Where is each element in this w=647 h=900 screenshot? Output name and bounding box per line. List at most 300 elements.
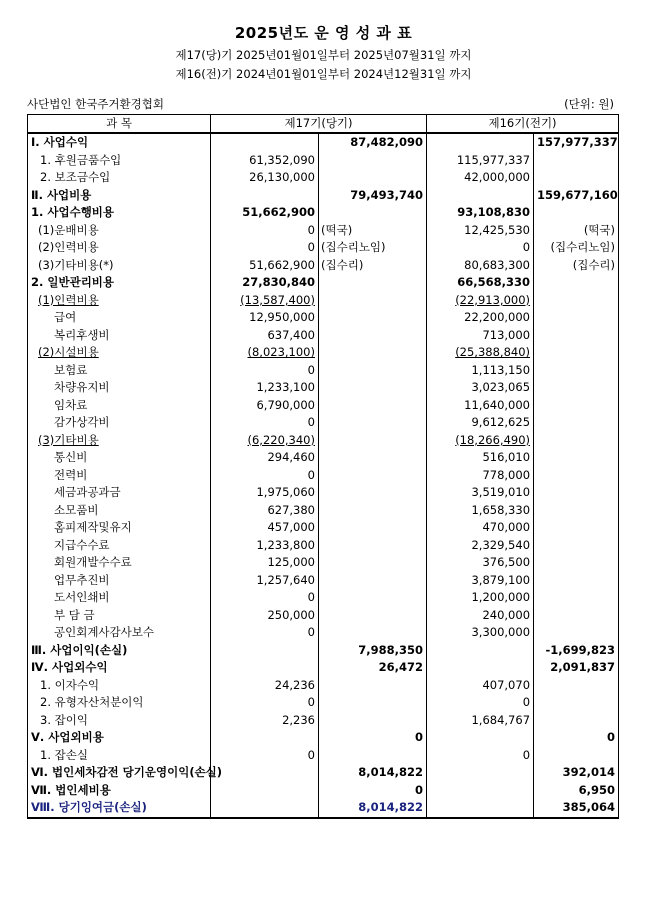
table-row — [28, 449, 619, 467]
table-row — [28, 502, 619, 520]
current-total-amount: 7,988,350 — [319, 642, 427, 660]
current-total-amount — [319, 572, 427, 590]
current-sub-amount — [211, 554, 319, 572]
current-total-amount — [319, 624, 427, 642]
prior-sub-amount — [427, 589, 534, 607]
prior-sub-amount — [427, 624, 534, 642]
table-row — [28, 554, 619, 572]
prior-total-amount: 392,014 — [534, 764, 619, 782]
table-row — [28, 782, 619, 800]
organization-name: 사단법인 한국주거환경협회 — [27, 97, 164, 111]
current-sub-amount — [211, 397, 319, 415]
row-label-text: Ⅷ. 당기잉여금(손실) — [31, 800, 147, 815]
table-row — [28, 152, 619, 170]
row-label-text: 공인회계사감사보수 — [54, 625, 154, 640]
prior-sub-amount — [427, 344, 534, 362]
row-label — [28, 554, 211, 572]
prior-total-amount: 157,977,337 — [534, 133, 619, 152]
row-label — [28, 782, 211, 800]
row-label-text: 부 담 금 — [54, 607, 95, 622]
prior-sub-amount — [427, 309, 534, 327]
row-label — [28, 659, 211, 677]
table-row — [28, 292, 619, 310]
current-total-amount — [319, 712, 427, 730]
current-total-amount — [319, 292, 427, 310]
row-label-text: 업무추진비 — [54, 572, 110, 587]
row-label — [28, 432, 211, 450]
current-total-amount: 8,014,822 — [319, 764, 427, 782]
current-sub-amount — [211, 362, 319, 380]
current-total-amount — [319, 274, 427, 292]
current-total-amount: 8,014,822 — [319, 799, 427, 818]
table-row — [28, 607, 619, 625]
table-row — [28, 729, 619, 747]
current-sub-amount — [211, 204, 319, 222]
prior-total-amount — [534, 712, 619, 730]
current-sub-amount — [211, 152, 319, 170]
current-total-amount — [319, 502, 427, 520]
current-total-amount — [319, 484, 427, 502]
table-row — [28, 799, 619, 818]
current-total-amount — [319, 677, 427, 695]
current-sub-amount — [211, 694, 319, 712]
prior-total-amount — [534, 379, 619, 397]
current-total-amount: 26,472 — [319, 659, 427, 677]
table-row — [28, 432, 619, 450]
row-label — [28, 309, 211, 327]
table-row — [28, 239, 619, 257]
table-row — [28, 362, 619, 380]
prior-sub-amount — [427, 292, 534, 310]
row-label — [28, 169, 211, 187]
row-label — [28, 467, 211, 485]
current-sub-amount-value: 26,130,000 — [249, 170, 315, 185]
column-header-prior: 제16기(전기) — [427, 115, 619, 134]
prior-note: (떡국) — [534, 222, 619, 240]
prior-sub-amount — [427, 169, 534, 187]
current-sub-amount — [211, 764, 319, 782]
prior-total-amount: 159,677,160 — [534, 187, 619, 205]
current-sub-amount-value: 0 — [307, 590, 315, 605]
prior-total-amount — [534, 292, 619, 310]
prior-sub-amount — [427, 274, 534, 292]
period-prior: 제16(전)기 2024년01월01일부터 2024년12월31일 까지 — [175, 67, 472, 81]
current-sub-amount — [211, 327, 319, 345]
row-label — [28, 187, 211, 205]
row-label-text: 1. 사업수행비용 — [31, 205, 115, 220]
prior-sub-amount — [427, 537, 534, 555]
row-label — [28, 747, 211, 765]
prior-sub-amount — [427, 133, 534, 152]
prior-sub-amount — [427, 362, 534, 380]
row-label-text: 3. 잡이익 — [40, 712, 88, 727]
current-total-amount — [319, 694, 427, 712]
table-row — [28, 274, 619, 292]
prior-sub-amount — [427, 467, 534, 485]
prior-total-amount — [534, 572, 619, 590]
prior-total-amount — [534, 432, 619, 450]
row-label — [28, 729, 211, 747]
prior-sub-amount-value: 713,000 — [482, 327, 531, 342]
prior-total-amount — [534, 624, 619, 642]
current-sub-amount-value: 0 — [307, 222, 315, 237]
table-row — [28, 694, 619, 712]
current-sub-amount-value: 0 — [307, 747, 315, 762]
currency-unit: (단위: 원) — [564, 97, 614, 111]
table-row — [28, 537, 619, 555]
prior-sub-amount — [427, 659, 534, 677]
current-total-amount — [319, 589, 427, 607]
row-label-text: 2. 일반관리비용 — [31, 275, 115, 290]
current-sub-amount — [211, 537, 319, 555]
current-total-amount — [319, 344, 427, 362]
prior-sub-amount-value: 1,113,150 — [471, 362, 531, 377]
table-row — [28, 572, 619, 590]
prior-total-amount — [534, 204, 619, 222]
prior-sub-amount-value: 1,658,330 — [471, 502, 531, 517]
prior-total-amount: 2,091,837 — [534, 659, 619, 677]
current-sub-amount-value: 51,662,900 — [242, 205, 315, 220]
row-label-text: (3)기타비용(*) — [38, 257, 114, 272]
prior-sub-amount-value: 11,640,000 — [464, 397, 531, 412]
row-label — [28, 607, 211, 625]
row-label — [28, 222, 211, 240]
current-sub-amount-value: 0 — [307, 240, 315, 255]
current-total-amount — [319, 747, 427, 765]
prior-sub-amount-value: 12,425,530 — [464, 222, 531, 237]
current-sub-amount — [211, 344, 319, 362]
column-header-item: 과 목 — [28, 115, 211, 134]
current-total-amount: 79,493,740 — [319, 187, 427, 205]
row-label — [28, 362, 211, 380]
operating-results-table — [27, 114, 619, 819]
row-label — [28, 624, 211, 642]
table-row — [28, 624, 619, 642]
prior-sub-amount — [427, 484, 534, 502]
current-sub-amount-value: 125,000 — [267, 555, 315, 570]
current-sub-amount — [211, 239, 319, 257]
current-sub-amount — [211, 292, 319, 310]
prior-sub-amount — [427, 187, 534, 205]
table-row — [28, 484, 619, 502]
row-label-text: (1)운배비용 — [38, 222, 99, 237]
table-row — [28, 169, 619, 187]
table-row — [28, 204, 619, 222]
row-label-text: 홈피제작및유지 — [54, 520, 132, 535]
prior-sub-amount-value: (22,913,000) — [455, 292, 531, 307]
row-label-text: 급여 — [54, 310, 77, 325]
row-label — [28, 484, 211, 502]
table-row — [28, 133, 619, 152]
prior-sub-amount — [427, 642, 534, 660]
prior-total-amount — [534, 274, 619, 292]
row-label — [28, 379, 211, 397]
prior-sub-amount — [427, 239, 534, 257]
table-row — [28, 414, 619, 432]
current-total-amount — [319, 379, 427, 397]
current-note: (집수리노임) — [319, 239, 427, 257]
prior-total-amount — [534, 397, 619, 415]
current-sub-amount — [211, 642, 319, 660]
current-total-amount — [319, 362, 427, 380]
current-sub-amount — [211, 589, 319, 607]
current-sub-amount — [211, 274, 319, 292]
current-total-amount — [319, 537, 427, 555]
row-label — [28, 274, 211, 292]
table-row — [28, 642, 619, 660]
prior-total-amount: -1,699,823 — [534, 642, 619, 660]
row-label — [28, 764, 223, 782]
current-total-amount — [319, 467, 427, 485]
prior-sub-amount-value: 240,000 — [482, 607, 531, 622]
current-sub-amount — [211, 467, 319, 485]
row-label-text: 1. 후원금품수입 — [40, 152, 122, 167]
table-row — [28, 519, 619, 537]
current-sub-amount — [211, 799, 319, 818]
prior-sub-amount-value: 2,329,540 — [471, 537, 531, 552]
table-row — [28, 379, 619, 397]
prior-sub-amount-value: 376,500 — [482, 555, 531, 570]
current-sub-amount-value: 627,380 — [267, 502, 315, 517]
prior-sub-amount-value: 1,684,767 — [471, 712, 531, 727]
prior-sub-amount — [427, 379, 534, 397]
current-total-amount — [319, 554, 427, 572]
row-label — [28, 449, 211, 467]
table-row — [28, 309, 619, 327]
row-label — [28, 257, 211, 275]
prior-total-amount — [534, 502, 619, 520]
current-sub-amount-value: 637,400 — [267, 327, 315, 342]
current-sub-amount — [211, 449, 319, 467]
current-total-amount — [319, 204, 427, 222]
row-label — [28, 642, 211, 660]
row-label-text: Ⅵ. 법인세차감전 당기운영이익(손실) — [31, 765, 223, 780]
prior-sub-amount — [427, 572, 534, 590]
prior-sub-amount-value: 9,612,625 — [471, 415, 531, 430]
table-row — [28, 222, 619, 240]
prior-total-amount — [534, 484, 619, 502]
column-header-current: 제17기(당기) — [211, 115, 427, 134]
prior-total-amount — [534, 589, 619, 607]
current-sub-amount — [211, 519, 319, 537]
current-sub-amount — [211, 624, 319, 642]
row-label-text: Ⅱ. 사업비용 — [31, 187, 92, 202]
prior-sub-amount-value: 3,519,010 — [471, 485, 531, 500]
current-sub-amount — [211, 414, 319, 432]
current-sub-amount — [211, 133, 319, 152]
current-sub-amount — [211, 187, 319, 205]
current-sub-amount — [211, 484, 319, 502]
table-row — [28, 589, 619, 607]
current-sub-amount — [211, 747, 319, 765]
prior-sub-amount-value: 3,300,000 — [471, 625, 531, 640]
table-header-row — [28, 115, 619, 134]
current-sub-amount-value: 294,460 — [267, 450, 315, 465]
row-label — [28, 799, 211, 818]
prior-note: (집수리노임) — [534, 239, 619, 257]
row-label — [28, 397, 211, 415]
prior-sub-amount-value: 66,568,330 — [457, 275, 531, 290]
current-sub-amount-value: 24,236 — [274, 677, 315, 692]
prior-sub-amount — [427, 747, 534, 765]
row-label-text: 2. 유형자산처분이익 — [40, 695, 144, 710]
row-label — [28, 292, 211, 310]
row-label-text: 2. 보조금수입 — [40, 170, 111, 185]
current-total-amount — [319, 152, 427, 170]
row-label — [28, 694, 211, 712]
prior-total-amount — [534, 677, 619, 695]
table-row — [28, 747, 619, 765]
row-label — [28, 344, 211, 362]
prior-total-amount — [534, 554, 619, 572]
row-label-text: (1)인력비용 — [38, 292, 99, 307]
prior-sub-amount-value: 470,000 — [482, 520, 531, 535]
prior-total-amount — [534, 414, 619, 432]
prior-total-amount — [534, 694, 619, 712]
current-sub-amount — [211, 782, 319, 800]
row-label — [28, 327, 211, 345]
prior-sub-amount-value: 22,200,000 — [464, 310, 531, 325]
row-label — [28, 677, 211, 695]
prior-note: (집수리) — [534, 257, 619, 275]
current-total-amount — [319, 519, 427, 537]
row-label — [28, 239, 211, 257]
current-sub-amount — [211, 502, 319, 520]
row-label-text: Ⅴ. 사업외비용 — [31, 730, 104, 745]
current-total-amount — [319, 309, 427, 327]
current-sub-amount-value: 27,830,840 — [242, 275, 315, 290]
row-label — [28, 712, 211, 730]
row-label-text: Ⅶ. 법인세비용 — [31, 782, 111, 797]
prior-total-amount — [534, 152, 619, 170]
prior-total-amount: 6,950 — [534, 782, 619, 800]
current-note: (떡국) — [319, 222, 427, 240]
current-sub-amount-value: 2,236 — [282, 712, 315, 727]
current-total-amount: 0 — [319, 782, 427, 800]
current-sub-amount — [211, 572, 319, 590]
prior-sub-amount-value: 3,023,065 — [471, 380, 531, 395]
prior-sub-amount — [427, 782, 534, 800]
table-body — [28, 133, 619, 818]
current-sub-amount-value: (6,220,340) — [247, 432, 315, 447]
current-sub-amount — [211, 677, 319, 695]
current-total-amount — [319, 414, 427, 432]
prior-sub-amount-value: 516,010 — [482, 450, 531, 465]
prior-total-amount: 385,064 — [534, 799, 619, 818]
current-total-amount — [319, 397, 427, 415]
prior-total-amount — [534, 467, 619, 485]
table-row — [28, 344, 619, 362]
prior-sub-amount — [427, 257, 534, 275]
prior-sub-amount — [427, 204, 534, 222]
current-sub-amount-value: 1,233,800 — [256, 537, 315, 552]
table-row — [28, 257, 619, 275]
row-label-text: 1. 잡손실 — [40, 747, 88, 762]
prior-total-amount — [534, 607, 619, 625]
prior-total-amount — [534, 362, 619, 380]
row-label — [28, 502, 211, 520]
prior-sub-amount-value: 1,200,000 — [471, 590, 531, 605]
current-sub-amount-value: 0 — [307, 362, 315, 377]
current-sub-amount-value: 1,257,640 — [256, 572, 315, 587]
prior-sub-amount-value: 0 — [522, 695, 531, 710]
prior-total-amount — [534, 169, 619, 187]
current-sub-amount — [211, 607, 319, 625]
current-sub-amount-value: 250,000 — [267, 607, 315, 622]
prior-sub-amount — [427, 607, 534, 625]
prior-sub-amount — [427, 397, 534, 415]
current-sub-amount-value: 0 — [307, 695, 315, 710]
table-row — [28, 397, 619, 415]
prior-total-amount — [534, 519, 619, 537]
row-label — [28, 152, 211, 170]
prior-sub-amount — [427, 712, 534, 730]
row-label-text: 감가상각비 — [54, 415, 110, 430]
table-row — [28, 764, 619, 782]
row-label-text: 보험료 — [54, 362, 88, 377]
prior-sub-amount — [427, 519, 534, 537]
table-row — [28, 677, 619, 695]
current-sub-amount — [211, 257, 319, 275]
prior-sub-amount — [427, 502, 534, 520]
row-label — [28, 133, 211, 152]
current-sub-amount — [211, 169, 319, 187]
prior-sub-amount — [427, 449, 534, 467]
prior-sub-amount — [427, 799, 534, 818]
row-label-text: 전력비 — [54, 467, 88, 482]
row-label — [28, 537, 211, 555]
prior-sub-amount — [427, 327, 534, 345]
row-label-text: 임차료 — [54, 397, 88, 412]
current-sub-amount — [211, 309, 319, 327]
current-sub-amount-value: (8,023,100) — [247, 345, 315, 360]
current-sub-amount-value: (13,587,400) — [240, 292, 315, 307]
prior-total-amount — [534, 537, 619, 555]
current-note: (집수리) — [319, 257, 427, 275]
row-label-text: 도서인쇄비 — [54, 590, 110, 605]
current-sub-amount — [211, 729, 319, 747]
row-label-text: 세금과공과금 — [54, 485, 121, 500]
row-label-text: 차량유지비 — [54, 380, 110, 395]
row-label — [28, 204, 211, 222]
table-row — [28, 187, 619, 205]
row-label — [28, 572, 211, 590]
prior-sub-amount-value: 778,000 — [482, 467, 531, 482]
prior-sub-amount — [427, 764, 534, 782]
prior-sub-amount-value: 0 — [522, 747, 531, 762]
prior-total-amount — [534, 449, 619, 467]
current-total-amount — [319, 607, 427, 625]
row-label-text: Ⅰ. 사업수익 — [31, 135, 89, 150]
current-sub-amount — [211, 712, 319, 730]
prior-sub-amount-value: (18,266,490) — [455, 432, 531, 447]
row-label — [28, 519, 211, 537]
table-row — [28, 659, 619, 677]
prior-total-amount — [534, 344, 619, 362]
current-total-amount — [319, 327, 427, 345]
current-sub-amount — [211, 379, 319, 397]
prior-sub-amount — [427, 414, 534, 432]
row-label-text: (3)기타비용 — [38, 432, 99, 447]
current-total-amount — [319, 169, 427, 187]
prior-sub-amount — [427, 694, 534, 712]
prior-sub-amount — [427, 432, 534, 450]
current-total-amount: 87,482,090 — [319, 133, 427, 152]
current-sub-amount — [211, 659, 319, 677]
prior-sub-amount-value: 0 — [522, 240, 531, 255]
current-sub-amount-value: 6,790,000 — [256, 397, 315, 412]
prior-sub-amount-value: 93,108,830 — [457, 205, 531, 220]
